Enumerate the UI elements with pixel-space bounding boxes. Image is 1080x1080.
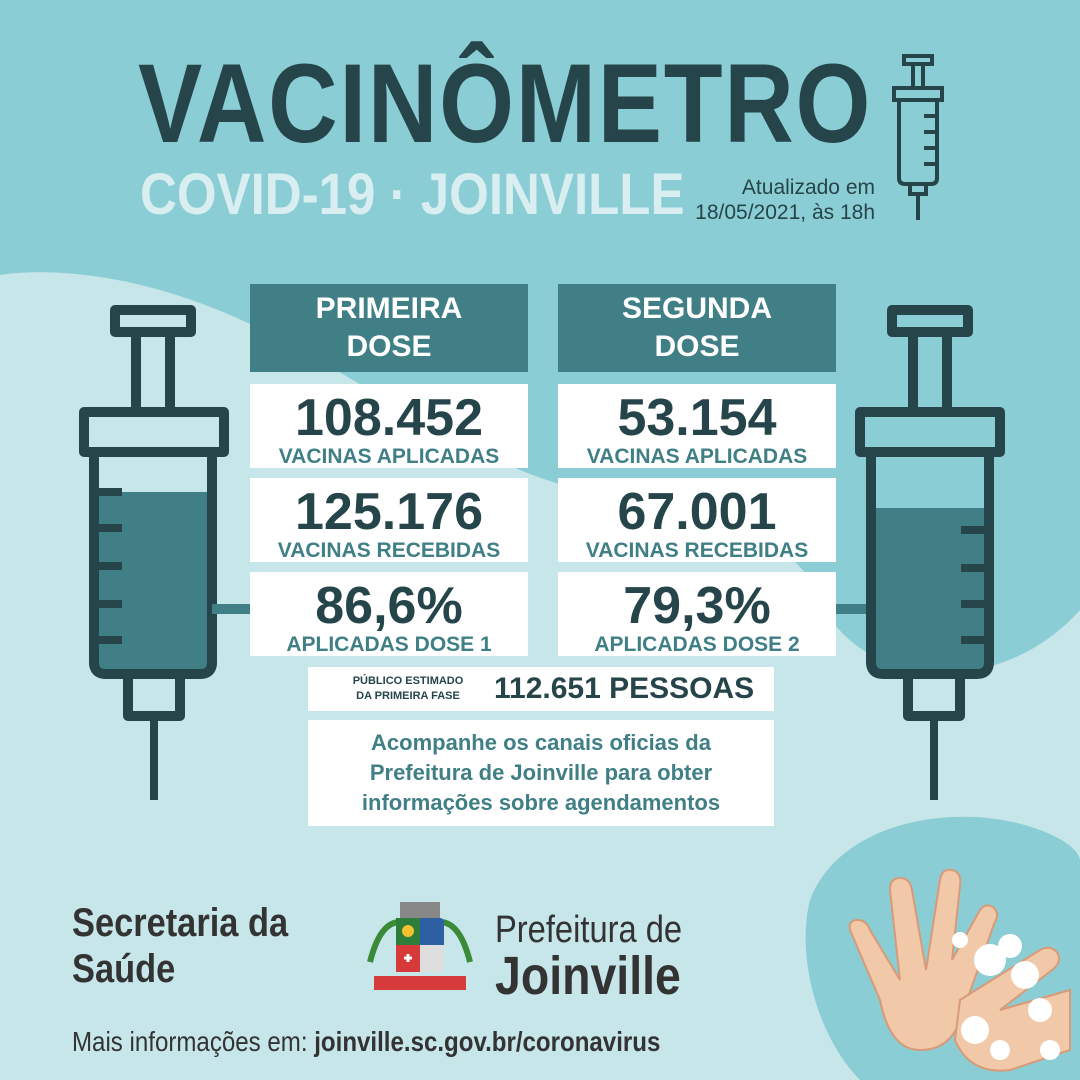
- first-dose-received-card: [250, 478, 528, 562]
- notice-text: Acompanhe os canais oficias da Prefeitura de Joinville para obter informações sobre agendamentos: [361, 730, 721, 815]
- second-dose-received-label: VACINAS RECEBIDAS: [585, 539, 809, 562]
- public-estimate-box: [308, 667, 774, 711]
- secretaria-line1: Secretaria da: [72, 901, 289, 945]
- secretaria-logo-text: [72, 900, 288, 992]
- second-dose-heading-line1: SEGUNDA: [621, 292, 772, 325]
- left-syringe-illustration: [70, 300, 250, 810]
- first-dose-heading-line1: PRIMEIRA: [315, 292, 463, 325]
- second-dose-applied-value: 53.154: [617, 389, 777, 447]
- prefeitura-line2: Joinville: [495, 946, 681, 1006]
- first-dose-applied-card: [250, 384, 528, 468]
- right-syringe-illustration: [830, 300, 1010, 810]
- first-dose-percent-value: 86,6%: [315, 577, 463, 635]
- second-dose-received-card: [558, 478, 836, 562]
- public-estimate-label-line1: PÚBLICO ESTIMADO: [352, 675, 464, 687]
- syringe-icon: [890, 52, 946, 224]
- more-info-label: Mais informações em:: [72, 1026, 308, 1057]
- prefeitura-line1: Prefeitura de: [495, 909, 683, 951]
- handwashing-illustration: [840, 850, 1080, 1080]
- page-title: VACINÔMETRO: [138, 41, 873, 166]
- joinville-crest-icon: [360, 892, 480, 1002]
- updated-timestamp: [695, 175, 875, 225]
- first-dose-percent-card: [250, 572, 528, 656]
- more-info-link[interactable]: joinville.sc.gov.br/coronavirus: [314, 1026, 661, 1057]
- first-dose-applied-label: VACINAS APLICADAS: [278, 445, 500, 468]
- public-estimate-label-line2: DA PRIMEIRA FASE: [356, 690, 460, 702]
- second-dose-percent-card: [558, 572, 836, 656]
- second-dose-percent-value: 79,3%: [623, 577, 771, 635]
- public-estimate-label: [338, 674, 478, 704]
- first-dose-percent-label: APLICADAS DOSE 1: [286, 633, 492, 656]
- first-dose-received-label: VACINAS RECEBIDAS: [277, 539, 501, 562]
- first-dose-heading: [250, 284, 528, 372]
- first-dose-heading-line2: DOSE: [346, 330, 432, 363]
- updated-date: 18/05/2021, às 18h: [695, 201, 875, 224]
- notice-box: [308, 720, 774, 826]
- second-dose-percent-label: APLICADAS DOSE 2: [594, 633, 800, 656]
- second-dose-applied-card: [558, 384, 836, 468]
- first-dose-received-value: 125.176: [295, 483, 483, 541]
- secretaria-line2: Saúde: [72, 947, 176, 991]
- first-dose-applied-value: 108.452: [295, 389, 483, 447]
- page-subtitle: COVID-19 · JOINVILLE: [140, 162, 685, 227]
- second-dose-received-value: 67.001: [617, 483, 777, 541]
- updated-label: Atualizado em: [741, 176, 875, 199]
- second-dose-heading: [558, 284, 836, 372]
- second-dose-applied-label: VACINAS APLICADAS: [586, 445, 808, 468]
- second-dose-heading-line2: DOSE: [654, 330, 740, 363]
- more-info-line: [72, 1026, 660, 1058]
- public-estimate-value: 112.651 PESSOAS: [494, 672, 755, 705]
